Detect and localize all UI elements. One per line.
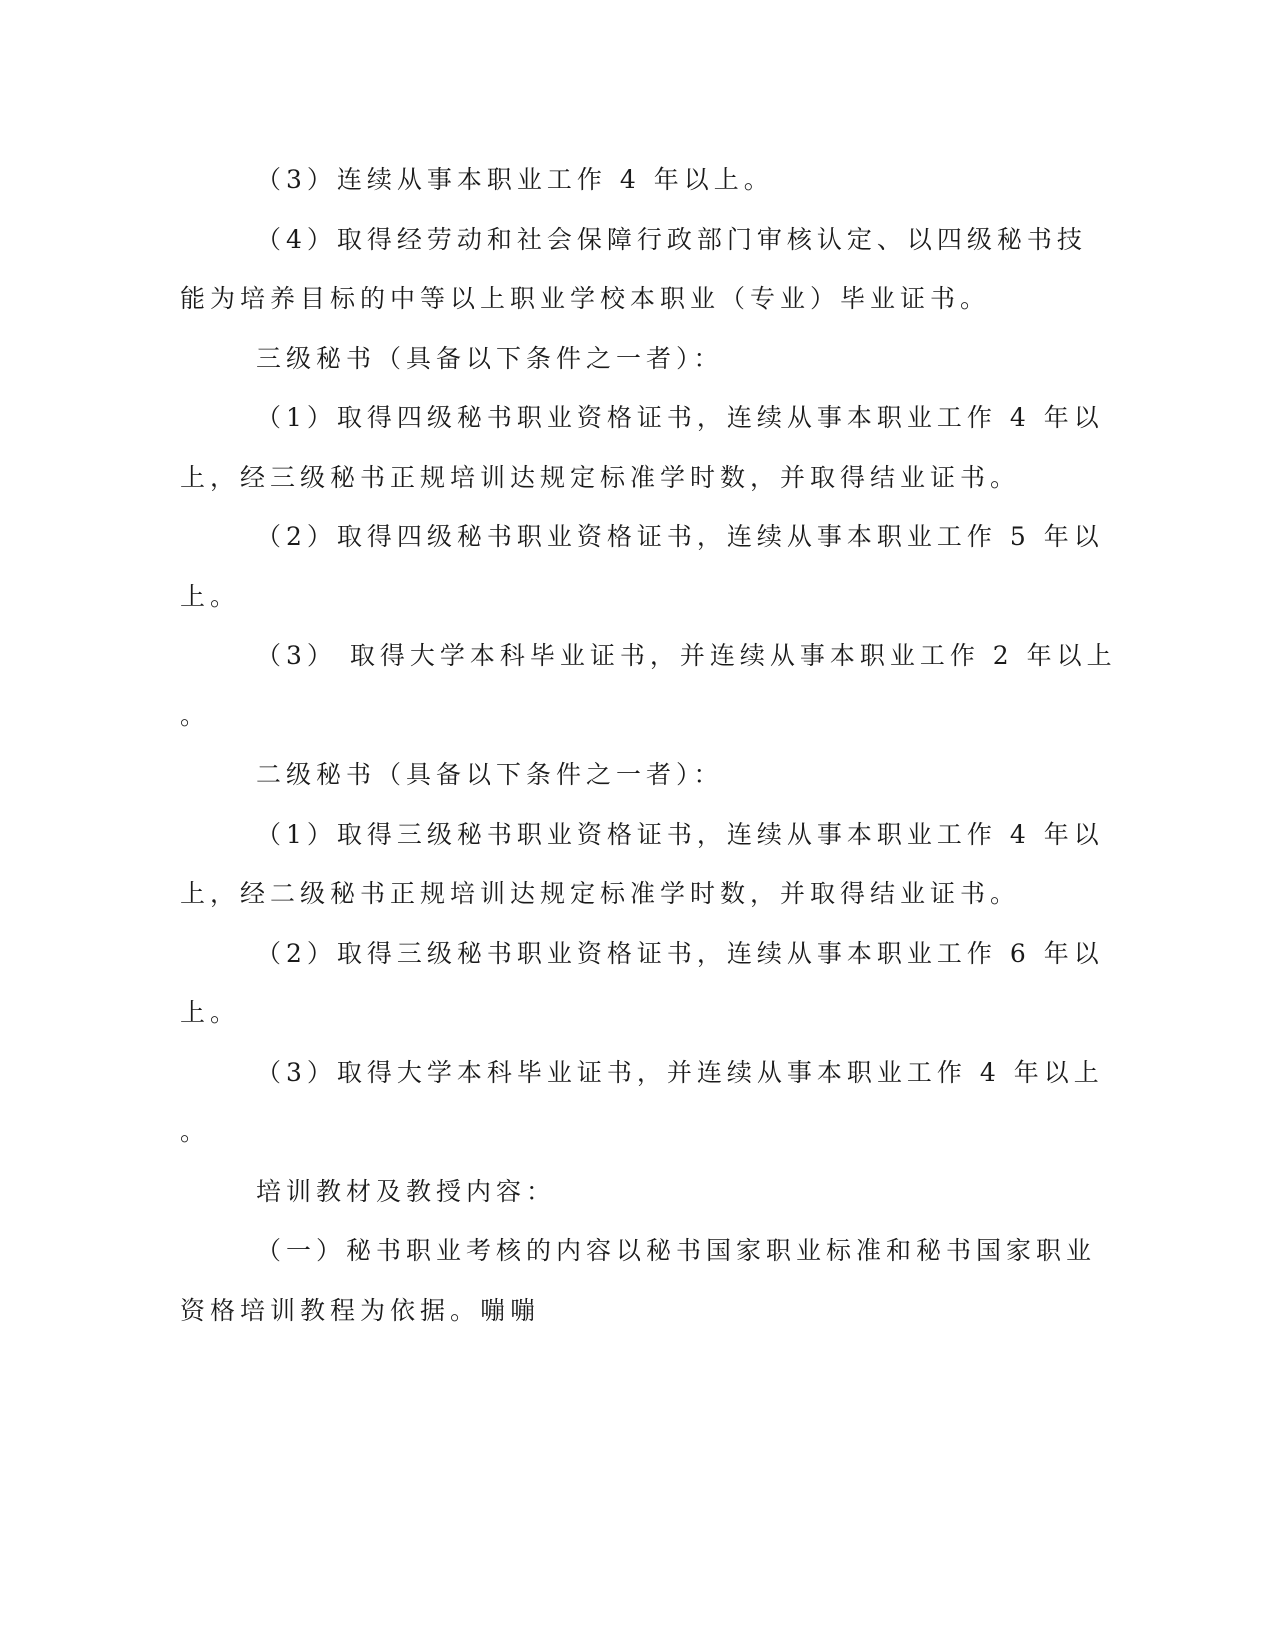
document-body [180, 150, 1117, 1340]
section-heading: 三级秘书（具备以下条件之一者）： [256, 343, 724, 373]
text-line: （2）取得三级秘书职业资格证书，连续从事本职业工作 6 年以 [256, 938, 1104, 968]
section-heading: 培训教材及教授内容： [256, 1176, 557, 1206]
text-line: （2）取得四级秘书职业资格证书，连续从事本职业工作 5 年以 [256, 522, 1104, 551]
text-line: （4）取得经劳动和社会保障行政部门审核认定、以四级秘书技 [256, 224, 1087, 254]
text-line: 上，经二级秘书正规培训达规定标准学时数，并取得结业证书。 [180, 879, 1021, 908]
section-heading: 二级秘书（具备以下条件之一者）： [256, 760, 724, 789]
text-line: （1）取得三级秘书职业资格证书，连续从事本职业工作 4 年以 [256, 819, 1104, 849]
text-line: 。 [180, 1117, 211, 1146]
text-line: （一）秘书职业考核的内容以秘书国家职业标准和秘书国家职业 [256, 1236, 1097, 1265]
text-line: 资格培训教程为依据。嘣嘣 [180, 1295, 541, 1325]
text-line: 上。 [180, 998, 241, 1027]
text-line: （1）取得四级秘书职业资格证书，连续从事本职业工作 4 年以 [256, 403, 1104, 432]
text-line: （3）取得大学本科毕业证书，并连续从事本职业工作 4 年以上 [256, 1057, 1104, 1087]
text-line: （3）连续从事本职业工作 4 年以上。 [256, 165, 774, 194]
text-line: 能为培养目标的中等以上职业学校本职业（专业）毕业证书。 [180, 284, 991, 313]
text-line: 上。 [180, 581, 241, 611]
text-line: 。 [180, 700, 211, 730]
text-line: （3） 取得大学本科毕业证书，并连续从事本职业工作 2 年以上 [256, 641, 1117, 670]
text-line: 上，经三级秘书正规培训达规定标准学时数，并取得结业证书。 [180, 462, 1021, 492]
